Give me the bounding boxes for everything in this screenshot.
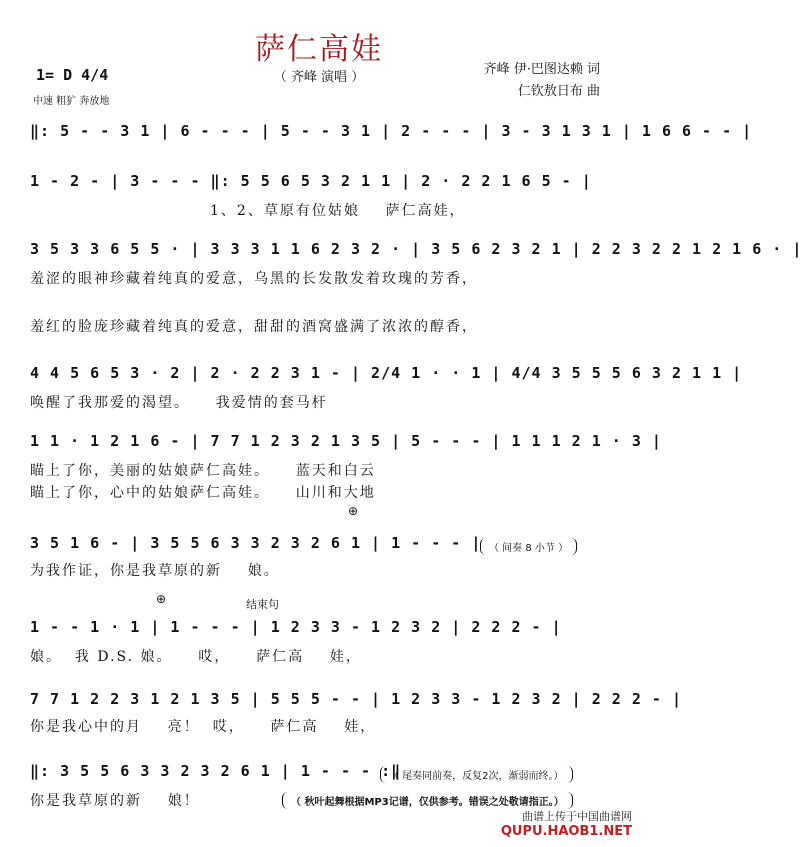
lyric-line-8: 你是我心中的月 亮！ 哎， 萨仁高 娃， [30, 719, 377, 735]
score-line-7: 1 - - 1 · 1 | 1 - - - | 1 2 3 3 - 1 2 3 2 | 2 2 2 - | [30, 618, 562, 636]
lyric-line-2: 1、2、草原有位姑娘 萨仁高娃， [210, 203, 466, 219]
lyric-line-3a: 羞涩的眼神珍藏着纯真的爱意，乌黑的长发散发着玫瑰的芳香， [30, 271, 478, 287]
footer-site-link[interactable]: QUPU.HAOB1.NET [500, 824, 632, 839]
performer: （ 齐峰 演唱 ） [273, 70, 365, 85]
coda-icon-2: ⊕ [156, 592, 167, 606]
score-line-4: 4 4 5 6 5 3 · 2 | 2 · 2 2 3 1 - | 2/4 1 · · 1 | 4/4 3 5 5 5 6 3 2 1 1 | [30, 364, 743, 382]
composer-credit: 仁钦敖日布 曲 [517, 84, 600, 99]
score-line-2: 1 - 2 - | 3 - - - ‖: 5 5 6 5 3 2 1 1 | 2 · 2 2 1 6 5 - | [30, 172, 592, 190]
lyric-line-4: 唤醒了我那爱的渴望。 我爱情的套马杆 [30, 395, 328, 411]
outro-box: （ 尾奏同前奏，反复2次，渐弱而终。） [380, 766, 573, 783]
score-line-3: 3 5 3 3 6 5 5 · | 3 3 3 1 1 6 2 3 2 · | 3 5 6 2 3 2 1 | 2 2 3 2 2 1 2 1 6 · | [30, 240, 802, 258]
score-line-9: ‖: 3 5 5 6 3 3 2 3 2 6 1 | 1 - - - :‖ [30, 762, 402, 780]
lyric-line-5b: 瞄上了你，心中的姑娘萨仁高娃。 山川和大地 [30, 485, 376, 501]
lyric-line-7: 娘。 我 D.S. 娘。 哎， 萨仁高 娃， [30, 649, 362, 665]
score-line-5: 1 1 · 1 2 1 6 - | 7 7 1 2 3 2 1 3 5 | 5 - - - | 1 1 1 2 1 · 3 | [30, 432, 662, 450]
site-footer [501, 808, 632, 839]
coda-icon: ⊕ [348, 504, 359, 518]
lyric-line-6: 为我作证，你是我草原的新 娘。 [30, 563, 280, 579]
transcriber-note: （ 秋叶起舞根据MP3记谱，仅供参考。错误之处敬请指正。） [282, 792, 573, 809]
lyric-line-3b: 羞红的脸庞珍藏着纯真的爱意，甜甜的酒窝盛满了浓浓的醇香， [30, 319, 478, 335]
score-line-1: ‖: 5 - - 3 1 | 6 - - - | 5 - - 3 1 | 2 - - - | 3 - 3 1 3 1 | 1 6 6 - - | [30, 122, 753, 140]
lyric-line-5a: 瞄上了你，美丽的姑娘萨仁高娃。 蓝天和白云 [30, 463, 376, 479]
key-signature: 1= D 4/4 [36, 66, 109, 84]
song-title: 萨仁高娃 [255, 32, 383, 67]
lyric-line-9: 你是我草原的新 娘！ [30, 793, 200, 809]
score-line-8: 7 7 1 2 2 3 1 2 1 3 5 | 5 5 5 - - | 1 2 3 3 - 1 2 3 2 | 2 2 2 - | [30, 690, 682, 708]
interlude-box: （ 间奏 8 小节 ） [480, 538, 577, 555]
tempo-marking: 中速 粗犷 奔放地 [33, 96, 110, 107]
lyricist-credit: 齐峰 伊·巴图达赖 词 [483, 62, 600, 77]
footer-upload-text: 曲谱上传于中国曲谱网 [522, 810, 632, 823]
score-line-6: 3 5 1 6 - | 3 5 5 6 3 3 2 3 2 6 1 | 1 - - - | [30, 534, 482, 552]
ending-label: 结束句 [246, 598, 279, 611]
